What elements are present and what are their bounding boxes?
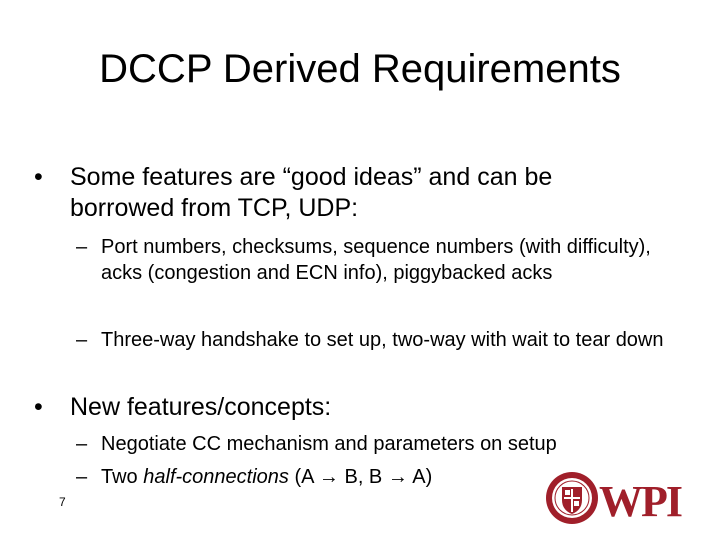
wpi-logo (544, 470, 681, 530)
sub-bullet-1-1-text: Port numbers, checksums, sequence numbers (with difficulty), acks (congestion and ECN info), piggybacked acks (101, 236, 651, 284)
bullet-1 (34, 162, 660, 224)
page-number: 7 (59, 495, 66, 509)
sub-bullet-marker: – (76, 433, 88, 455)
sub-bullet-marker: – (76, 236, 88, 258)
seal-icon (544, 470, 600, 526)
sub-bullet-suffix: (A → B, B → A) (288, 466, 433, 488)
bullet-2-text: New features/concepts: (70, 393, 332, 421)
logo-text: WPI (599, 477, 681, 526)
sub-bullet-marker: – (76, 329, 88, 351)
sub-bullet-1-1 (76, 234, 666, 286)
sub-bullet-2-1-text: Negotiate CC mechanism and parameters on setup (101, 433, 557, 455)
emphasis-term: half-connections (143, 466, 289, 488)
slide-title: DCCP Derived Requirements (99, 47, 621, 91)
sub-bullet-2-1 (76, 431, 666, 457)
bullet-marker: • (34, 163, 43, 191)
sub-bullet-prefix: Two (101, 466, 144, 488)
bullet-2 (34, 392, 660, 423)
bullet-1-text: Some features are “good ideas” and can be borrowed from TCP, UDP: (70, 163, 553, 222)
sub-bullet-1-2-text: Three-way handshake to set up, two-way with wait to tear down (101, 329, 664, 351)
sub-bullet-1-2 (76, 327, 666, 353)
sub-bullet-marker: – (76, 466, 88, 488)
bullet-marker: • (34, 393, 43, 421)
